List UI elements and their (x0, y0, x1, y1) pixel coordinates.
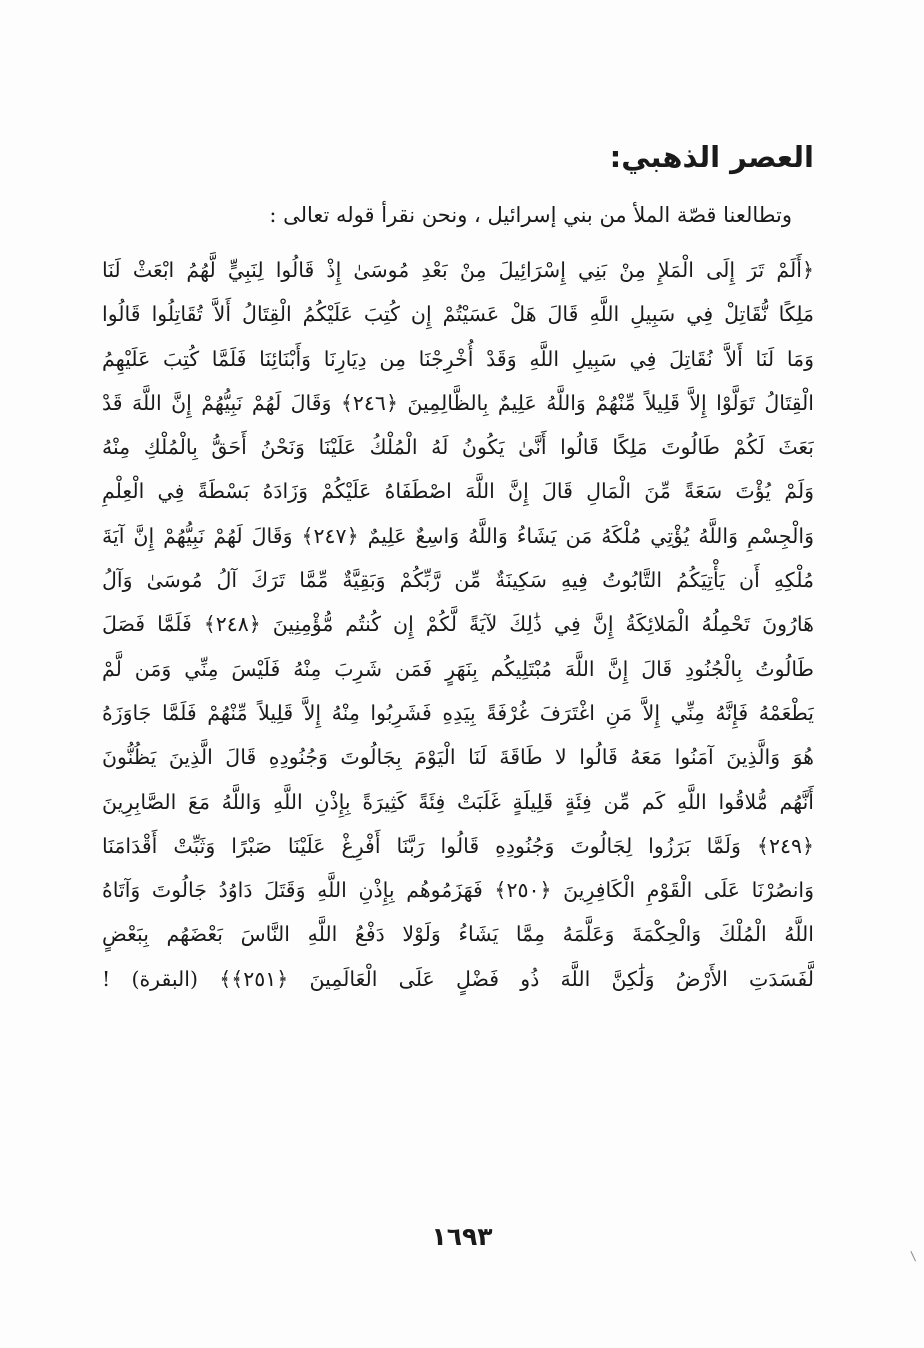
verse-line: وَلَمْ يُؤْتَ سَعَةً مِّنَ الْمَالِ قَالَ إِنَّ اللَّهَ اصْطَفَاهُ عَلَيْكُمْ وَزَادَهُ بَسْطَةً فِي الْعِلْمِ (102, 479, 814, 504)
quran-verse-block (102, 248, 814, 1001)
verse-line: طَالُوتُ بِالْجُنُودِ قَالَ إِنَّ اللَّهَ مُبْتَلِيكُم بِنَهَرٍ فَمَن شَرِبَ مِنْهُ فَلَيْسَ مِنِّي وَمَن لَّمْ (102, 656, 814, 681)
verse-line: بَعَثَ لَكُمْ طَالُوتَ مَلِكًا قَالُوا أَنَّىٰ يَكُونُ لَهُ الْمُلْكُ عَلَيْنَا وَنَحْنُ أَحَقُّ بِالْمُلْكِ مِنْهُ (102, 435, 814, 460)
verse-line: لَّفَسَدَتِ الأَرْضُ وَلَٰكِنَّ اللَّهَ ذُو فَضْلٍ عَلَى الْعَالَمِينَ ﴿٢٥١﴾﴾ (البقرة) ! (102, 966, 814, 991)
verse-line: الْقِتَالُ تَوَلَّوْا إِلاَّ قَلِيلاً مِّنْهُمْ وَاللَّهُ عَلِيمٌ بِالظَّالِمِينَ ﴿٢٤٦﴾ وَقَالَ لَهُمْ نَبِيُّهُمْ إِنَّ اللَّهَ قَدْ (102, 390, 814, 415)
verse-line: ﴿٢٤٩﴾ وَلَمَّا بَرَزُوا لِجَالُوتَ وَجُنُودِهِ قَالُوا رَبَّنَا أَفْرِغْ عَلَيْنَا صَبْرًا وَثَبِّتْ أَقْدَامَنَا (102, 833, 814, 858)
verse-line: مُلْكِهِ أَن يَأْتِيَكُمُ التَّابُوتُ فِيهِ سَكِينَةٌ مِّن رَّبِّكُمْ وَبَقِيَّةٌ مِّمَّا تَرَكَ آلُ مُوسَىٰ وَآلُ (102, 568, 814, 593)
verse-line: هُوَ وَالَّذِينَ آمَنُوا مَعَهُ قَالُوا لا طَاقَةَ لَنَا الْيَوْمَ بِجَالُوتَ وَجُنُودِهِ قَالَ الَّذِينَ يَظُنُّونَ (102, 745, 814, 770)
verse-line: ﴿أَلَمْ تَرَ إِلَى الْمَلإِ مِنْ بَنِي إِسْرَائِيلَ مِنْ بَعْدِ مُوسَىٰ إِذْ قَالُوا لِنَبِيٍّ لَّهُمُ ابْعَثْ لَنَا (102, 258, 814, 282)
verse-line: وَالْجِسْمِ وَاللَّهُ يُؤْتِي مُلْكَهُ مَن يَشَاءُ وَاللَّهُ وَاسِعٌ عَلِيمٌ ﴿٢٤٧﴾ وَقَالَ لَهُمْ نَبِيُّهُمْ إِنَّ آيَةَ (102, 523, 814, 548)
intro-paragraph: وتطالعنا قصّة الملأ من بني إسرائيل ، ونحن نقرأ قوله تعالى : (269, 203, 792, 227)
section-heading: العصر الذهبي: (609, 140, 814, 174)
verse-line: مَلِكًا نُّقَاتِلْ فِي سَبِيلِ اللَّهِ قَالَ هَلْ عَسَيْتُمْ إِن كُتِبَ عَلَيْكُمُ الْقِتَالُ أَلاَّ تُقَاتِلُوا قَالُوا (102, 302, 814, 327)
verse-line: يَطْعَمْهُ فَإِنَّهُ مِنِّي إِلاَّ مَنِ اغْتَرَفَ غُرْفَةً بِيَدِهِ فَشَرِبُوا مِنْهُ إِلاَّ قَلِيلاً مِّنْهُمْ فَلَمَّا جَاوَزَهُ (102, 700, 814, 725)
verse-line: هَارُونَ تَحْمِلُهُ الْمَلائِكَةُ إِنَّ فِي ذَٰلِكَ لآيَةً لَّكُمْ إِن كُنتُم مُّؤْمِنِينَ ﴿٢٤٨﴾ فَلَمَّا فَصَلَ (102, 612, 814, 637)
margin-mark (905, 1251, 916, 1264)
page-number: ١٦٩٣ (431, 1222, 493, 1251)
verse-line: وَمَا لَنَا أَلاَّ نُقَاتِلَ فِي سَبِيلِ اللَّهِ وَقَدْ أُخْرِجْنَا مِن دِيَارِنَا وَأَبْنَائِنَا فَلَمَّا كُتِبَ عَلَيْهِمُ (102, 346, 814, 371)
verse-line: اللَّهُ الْمُلْكَ وَالْحِكْمَةَ وَعَلَّمَهُ مِمَّا يَشَاءُ وَلَوْلا دَفْعُ اللَّهِ النَّاسَ بَعْضَهُم بِبَعْضٍ (102, 922, 814, 947)
verse-line: أَنَّهُم مُّلاقُوا اللَّهِ كَم مِّن فِئَةٍ قَلِيلَةٍ غَلَبَتْ فِئَةً كَثِيرَةً بِإِذْنِ اللَّهِ وَاللَّهُ مَعَ الصَّابِرِينَ (102, 789, 814, 814)
verse-line: وَانصُرْنَا عَلَى الْقَوْمِ الْكَافِرِينَ ﴿٢٥٠﴾ فَهَزَمُوهُم بِإِذْنِ اللَّهِ وَقَتَلَ دَاوُدُ جَالُوتَ وَآتَاهُ (102, 878, 814, 903)
